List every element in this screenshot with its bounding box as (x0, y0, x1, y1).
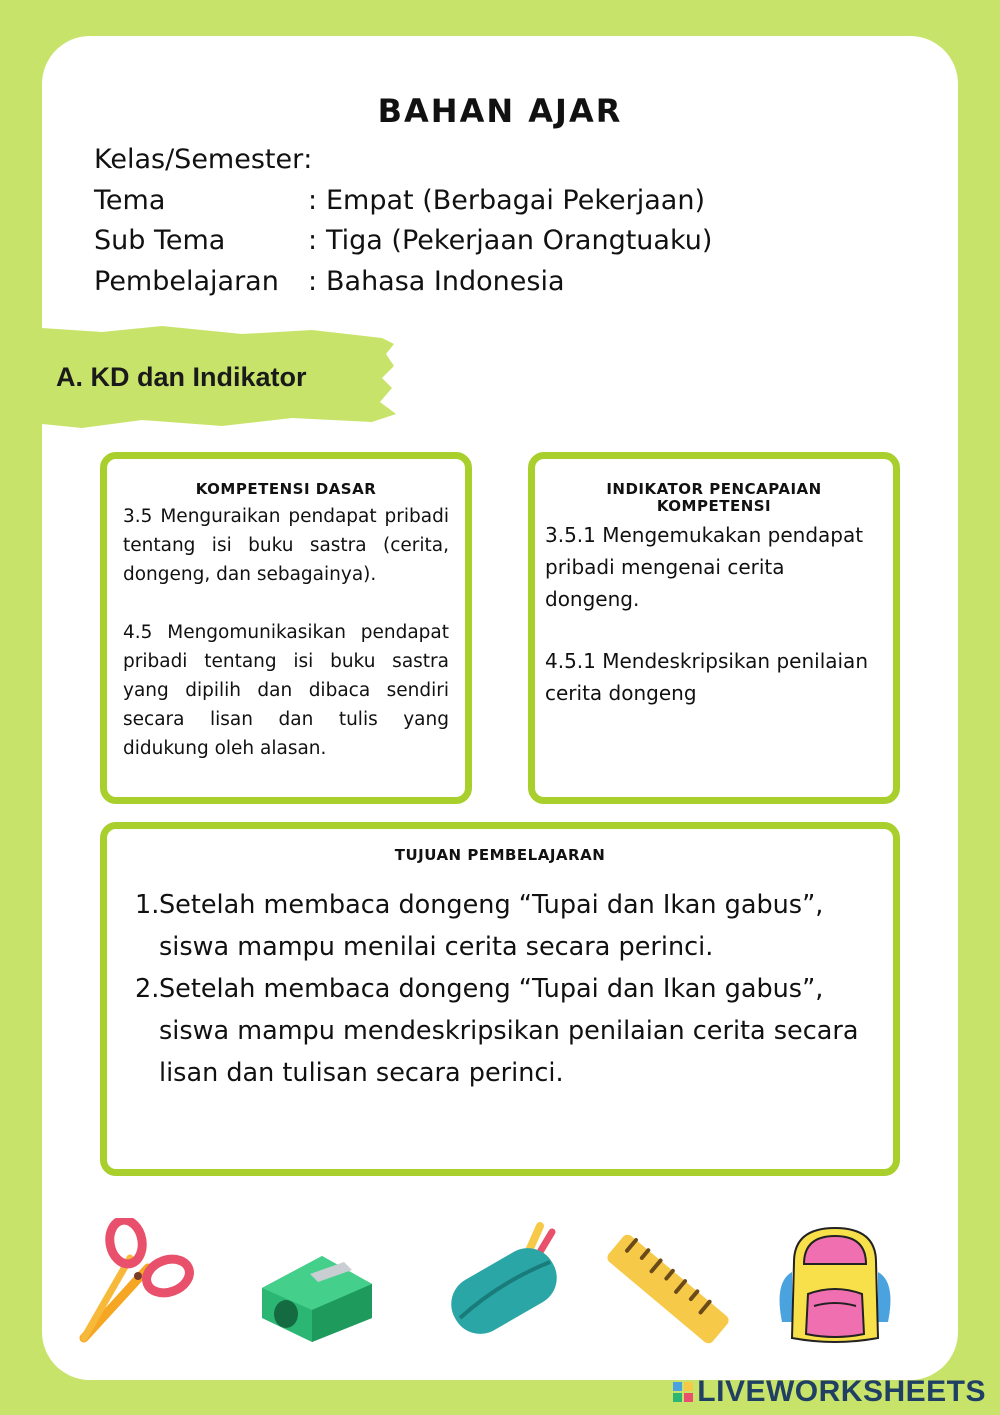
meta-row-subtema: Sub Tema : Tiga (Pekerjaan Orangtuaku) (94, 221, 712, 262)
liveworksheets-watermark (673, 1375, 986, 1409)
backpack-icon (774, 1222, 896, 1346)
meta-row-kelas: Kelas/Semester : (94, 144, 313, 175)
kompetensi-dasar-box (100, 452, 472, 804)
indikator-item-4-5-1: 4.5.1 Mendeskripsikan penilaian cerita dongeng (545, 649, 868, 705)
meta-info (94, 140, 712, 302)
kd-item-3-5: 3.5 Menguraikan pendapat pribadi tentang isi buku sastra (cerita, dongeng, dan sebagainya). (123, 506, 449, 585)
kd-heading: KOMPETENSI DASAR (195, 480, 377, 498)
pencil-case-icon (440, 1222, 564, 1344)
scissors-icon (78, 1218, 196, 1344)
tujuan-box (100, 822, 900, 1176)
meta-value-subtema: Tiga (Pekerjaan Orangtuaku) (326, 225, 713, 256)
indikator-item-3-5-1: 3.5.1 Mengemukakan pendapat pribadi mengenai cerita dongeng. (545, 523, 864, 611)
indikator-box (528, 452, 900, 804)
meta-row-tema: Tema : Empat (Berbagai Pekerjaan) (94, 181, 712, 222)
sharpener-icon (252, 1248, 378, 1344)
meta-value-pembelajaran: Bahasa Indonesia (326, 265, 565, 297)
ruler-icon (606, 1228, 730, 1346)
meta-value-tema: Empat (Berbagai Pekerjaan) (326, 184, 705, 216)
tujuan-list (135, 884, 865, 1094)
tujuan-heading: TUJUAN PEMBELAJARAN (394, 846, 606, 864)
liveworksheets-logo-icon (673, 1382, 693, 1402)
page-title: BAHAN AJAR (377, 92, 623, 130)
kd-item-4-5: 4.5 Mengomunikasikan pendapat pribadi tentang isi buku sastra yang dipilih dan dibaca sendiri secara lisan dan tulis yang didukung oleh alasan. (123, 622, 449, 759)
tujuan-item: 1. Setelah membaca dongeng “Tupai dan Ikan gabus”, siswa mampu menilai cerita secara perinci. (135, 890, 824, 962)
watermark-text: LIVEWORKSHEETS (697, 1375, 986, 1408)
section-a-title: A. KD dan Indikator (56, 362, 307, 392)
meta-row-pembelajaran: Pembelajaran : Bahasa Indonesia (94, 262, 712, 303)
indikator-heading: INDIKATOR PENCAPAIAN KOMPETENSI (606, 480, 822, 515)
kd-text (123, 502, 449, 763)
tujuan-item: 2. Setelah membaca dongeng “Tupai dan Ikan gabus”, siswa mampu mendeskripsikan penilaian cerita secara lisan dan tulisan secara perinci. (135, 974, 859, 1088)
indikator-text (545, 519, 883, 709)
